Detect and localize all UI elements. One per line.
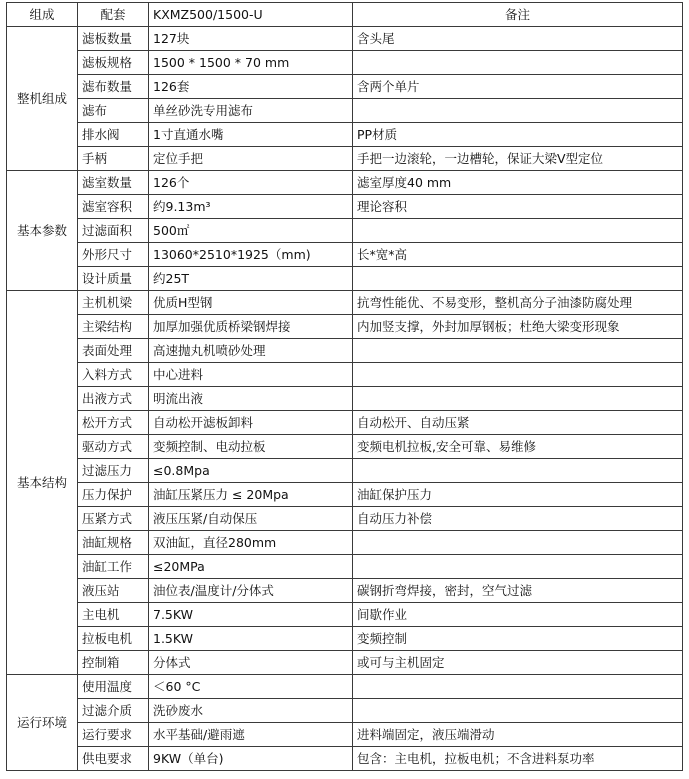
header-model: KXMZ500/1500-U	[149, 3, 353, 27]
row-remark: 变频控制	[353, 627, 683, 651]
row-value: 优质H型钢	[149, 291, 353, 315]
row-item-label: 滤室容积	[78, 195, 149, 219]
row-remark: 油缸保护压力	[353, 483, 683, 507]
row-item-label: 过滤面积	[78, 219, 149, 243]
row-remark	[353, 459, 683, 483]
row-item-label: 过滤介质	[78, 699, 149, 723]
row-item-label: 主梁结构	[78, 315, 149, 339]
row-value: ≤20MPa	[149, 555, 353, 579]
table-row	[7, 267, 683, 291]
table-row	[7, 411, 683, 435]
row-item-label: 松开方式	[78, 411, 149, 435]
table-row	[7, 459, 683, 483]
row-value: 13060*2510*1925（mm)	[149, 243, 353, 267]
row-value: 约9.13m³	[149, 195, 353, 219]
row-item-label: 滤室数量	[78, 171, 149, 195]
row-item-label: 油缸工作	[78, 555, 149, 579]
table-row	[7, 315, 683, 339]
row-item-label: 设计质量	[78, 267, 149, 291]
row-value: 变频控制、电动拉板	[149, 435, 353, 459]
table-row	[7, 651, 683, 675]
table-row	[7, 339, 683, 363]
row-item-label: 表面处理	[78, 339, 149, 363]
row-item-label: 拉板电机	[78, 627, 149, 651]
row-remark: 自动松开、自动压紧	[353, 411, 683, 435]
table-row	[7, 603, 683, 627]
row-value: 明流出液	[149, 387, 353, 411]
row-value: 单丝砂洗专用滤布	[149, 99, 353, 123]
table-row	[7, 531, 683, 555]
row-value: 约25T	[149, 267, 353, 291]
header-remark: 备注	[353, 3, 683, 27]
row-remark: 理论容积	[353, 195, 683, 219]
table-row	[7, 243, 683, 267]
table-row	[7, 219, 683, 243]
row-item-label: 滤布	[78, 99, 149, 123]
row-item-label: 液压站	[78, 579, 149, 603]
group-label: 运行环境	[7, 675, 78, 771]
row-remark	[353, 51, 683, 75]
row-item-label: 入料方式	[78, 363, 149, 387]
row-value: 双油缸，直径280mm	[149, 531, 353, 555]
row-remark: 进料端固定，液压端滑动	[353, 723, 683, 747]
row-remark: 含两个单片	[353, 75, 683, 99]
row-item-label: 油缸规格	[78, 531, 149, 555]
row-remark: 抗弯性能优、不易变形，整机高分子油漆防腐处理	[353, 291, 683, 315]
table-row	[7, 195, 683, 219]
row-remark: 含头尾	[353, 27, 683, 51]
row-value: 油缸压紧压力 ≤ 20Mpa	[149, 483, 353, 507]
spec-table	[6, 2, 683, 771]
row-value: 油位表/温度计/分体式	[149, 579, 353, 603]
row-value: 1.5KW	[149, 627, 353, 651]
table-row	[7, 99, 683, 123]
row-item-label: 控制箱	[78, 651, 149, 675]
row-value: 水平基础/避雨遮	[149, 723, 353, 747]
table-row	[7, 123, 683, 147]
row-item-label: 主机机梁	[78, 291, 149, 315]
table-row	[7, 579, 683, 603]
row-remark	[353, 267, 683, 291]
table-row	[7, 699, 683, 723]
row-item-label: 使用温度	[78, 675, 149, 699]
row-value: 自动松开滤板卸料	[149, 411, 353, 435]
row-item-label: 手柄	[78, 147, 149, 171]
row-remark	[353, 339, 683, 363]
table-row	[7, 171, 683, 195]
row-value: 9KW（单台)	[149, 747, 353, 771]
row-item-label: 供电要求	[78, 747, 149, 771]
row-value: 定位手把	[149, 147, 353, 171]
table-row	[7, 723, 683, 747]
row-value: 126个	[149, 171, 353, 195]
table-row	[7, 747, 683, 771]
row-value: 液压压紧/自动保压	[149, 507, 353, 531]
row-value: 127块	[149, 27, 353, 51]
row-item-label: 滤板数量	[78, 27, 149, 51]
row-item-label: 驱动方式	[78, 435, 149, 459]
row-remark: PP材质	[353, 123, 683, 147]
row-item-label: 压力保护	[78, 483, 149, 507]
row-value: ＜60 °C	[149, 675, 353, 699]
row-item-label: 滤板规格	[78, 51, 149, 75]
header-row	[7, 3, 683, 27]
table-row	[7, 363, 683, 387]
row-remark	[353, 675, 683, 699]
row-remark: 滤室厚度40 mm	[353, 171, 683, 195]
row-item-label: 压紧方式	[78, 507, 149, 531]
row-value: 500㎡	[149, 219, 353, 243]
header-item: 配套	[78, 3, 149, 27]
row-remark: 内加竖支撑，外封加厚钢板；杜绝大梁变形现象	[353, 315, 683, 339]
table-row	[7, 75, 683, 99]
row-item-label: 出液方式	[78, 387, 149, 411]
row-item-label: 主电机	[78, 603, 149, 627]
row-remark: 碳钢折弯焊接，密封，空气过滤	[353, 579, 683, 603]
row-value: 1500 * 1500 * 70 mm	[149, 51, 353, 75]
table-row	[7, 627, 683, 651]
table-row	[7, 27, 683, 51]
table-row	[7, 507, 683, 531]
row-remark	[353, 387, 683, 411]
row-remark	[353, 363, 683, 387]
row-item-label: 运行要求	[78, 723, 149, 747]
row-value: 7.5KW	[149, 603, 353, 627]
row-remark: 或可与主机固定	[353, 651, 683, 675]
row-value: 高速抛丸机喷砂处理	[149, 339, 353, 363]
row-remark: 长*宽*高	[353, 243, 683, 267]
row-item-label: 滤布数量	[78, 75, 149, 99]
group-label: 基本结构	[7, 291, 78, 675]
table-row	[7, 435, 683, 459]
row-value: 1寸直通水嘴	[149, 123, 353, 147]
row-value: 126套	[149, 75, 353, 99]
row-item-label: 排水阀	[78, 123, 149, 147]
table-row	[7, 675, 683, 699]
row-value: 中心进料	[149, 363, 353, 387]
row-value: ≤0.8Mpa	[149, 459, 353, 483]
table-row	[7, 147, 683, 171]
row-remark	[353, 531, 683, 555]
table-row	[7, 387, 683, 411]
row-remark	[353, 99, 683, 123]
row-value: 加厚加强优质桥梁钢焊接	[149, 315, 353, 339]
row-remark	[353, 219, 683, 243]
row-item-label: 过滤压力	[78, 459, 149, 483]
table-row	[7, 483, 683, 507]
row-item-label: 外形尺寸	[78, 243, 149, 267]
row-value: 分体式	[149, 651, 353, 675]
row-remark: 变频电机拉板,安全可靠、易维修	[353, 435, 683, 459]
table-row	[7, 555, 683, 579]
row-remark: 间歇作业	[353, 603, 683, 627]
row-remark	[353, 699, 683, 723]
group-label: 整机组成	[7, 27, 78, 171]
row-value: 洗砂废水	[149, 699, 353, 723]
row-remark: 手把一边滚轮，一边槽轮，保证大梁V型定位	[353, 147, 683, 171]
spec-sheet	[6, 2, 683, 771]
header-group: 组成	[7, 3, 78, 27]
row-remark	[353, 555, 683, 579]
table-row	[7, 51, 683, 75]
group-label: 基本参数	[7, 171, 78, 291]
row-remark: 包含：主电机，拉板电机；不含进料泵功率	[353, 747, 683, 771]
table-row	[7, 291, 683, 315]
row-remark: 自动压力补偿	[353, 507, 683, 531]
